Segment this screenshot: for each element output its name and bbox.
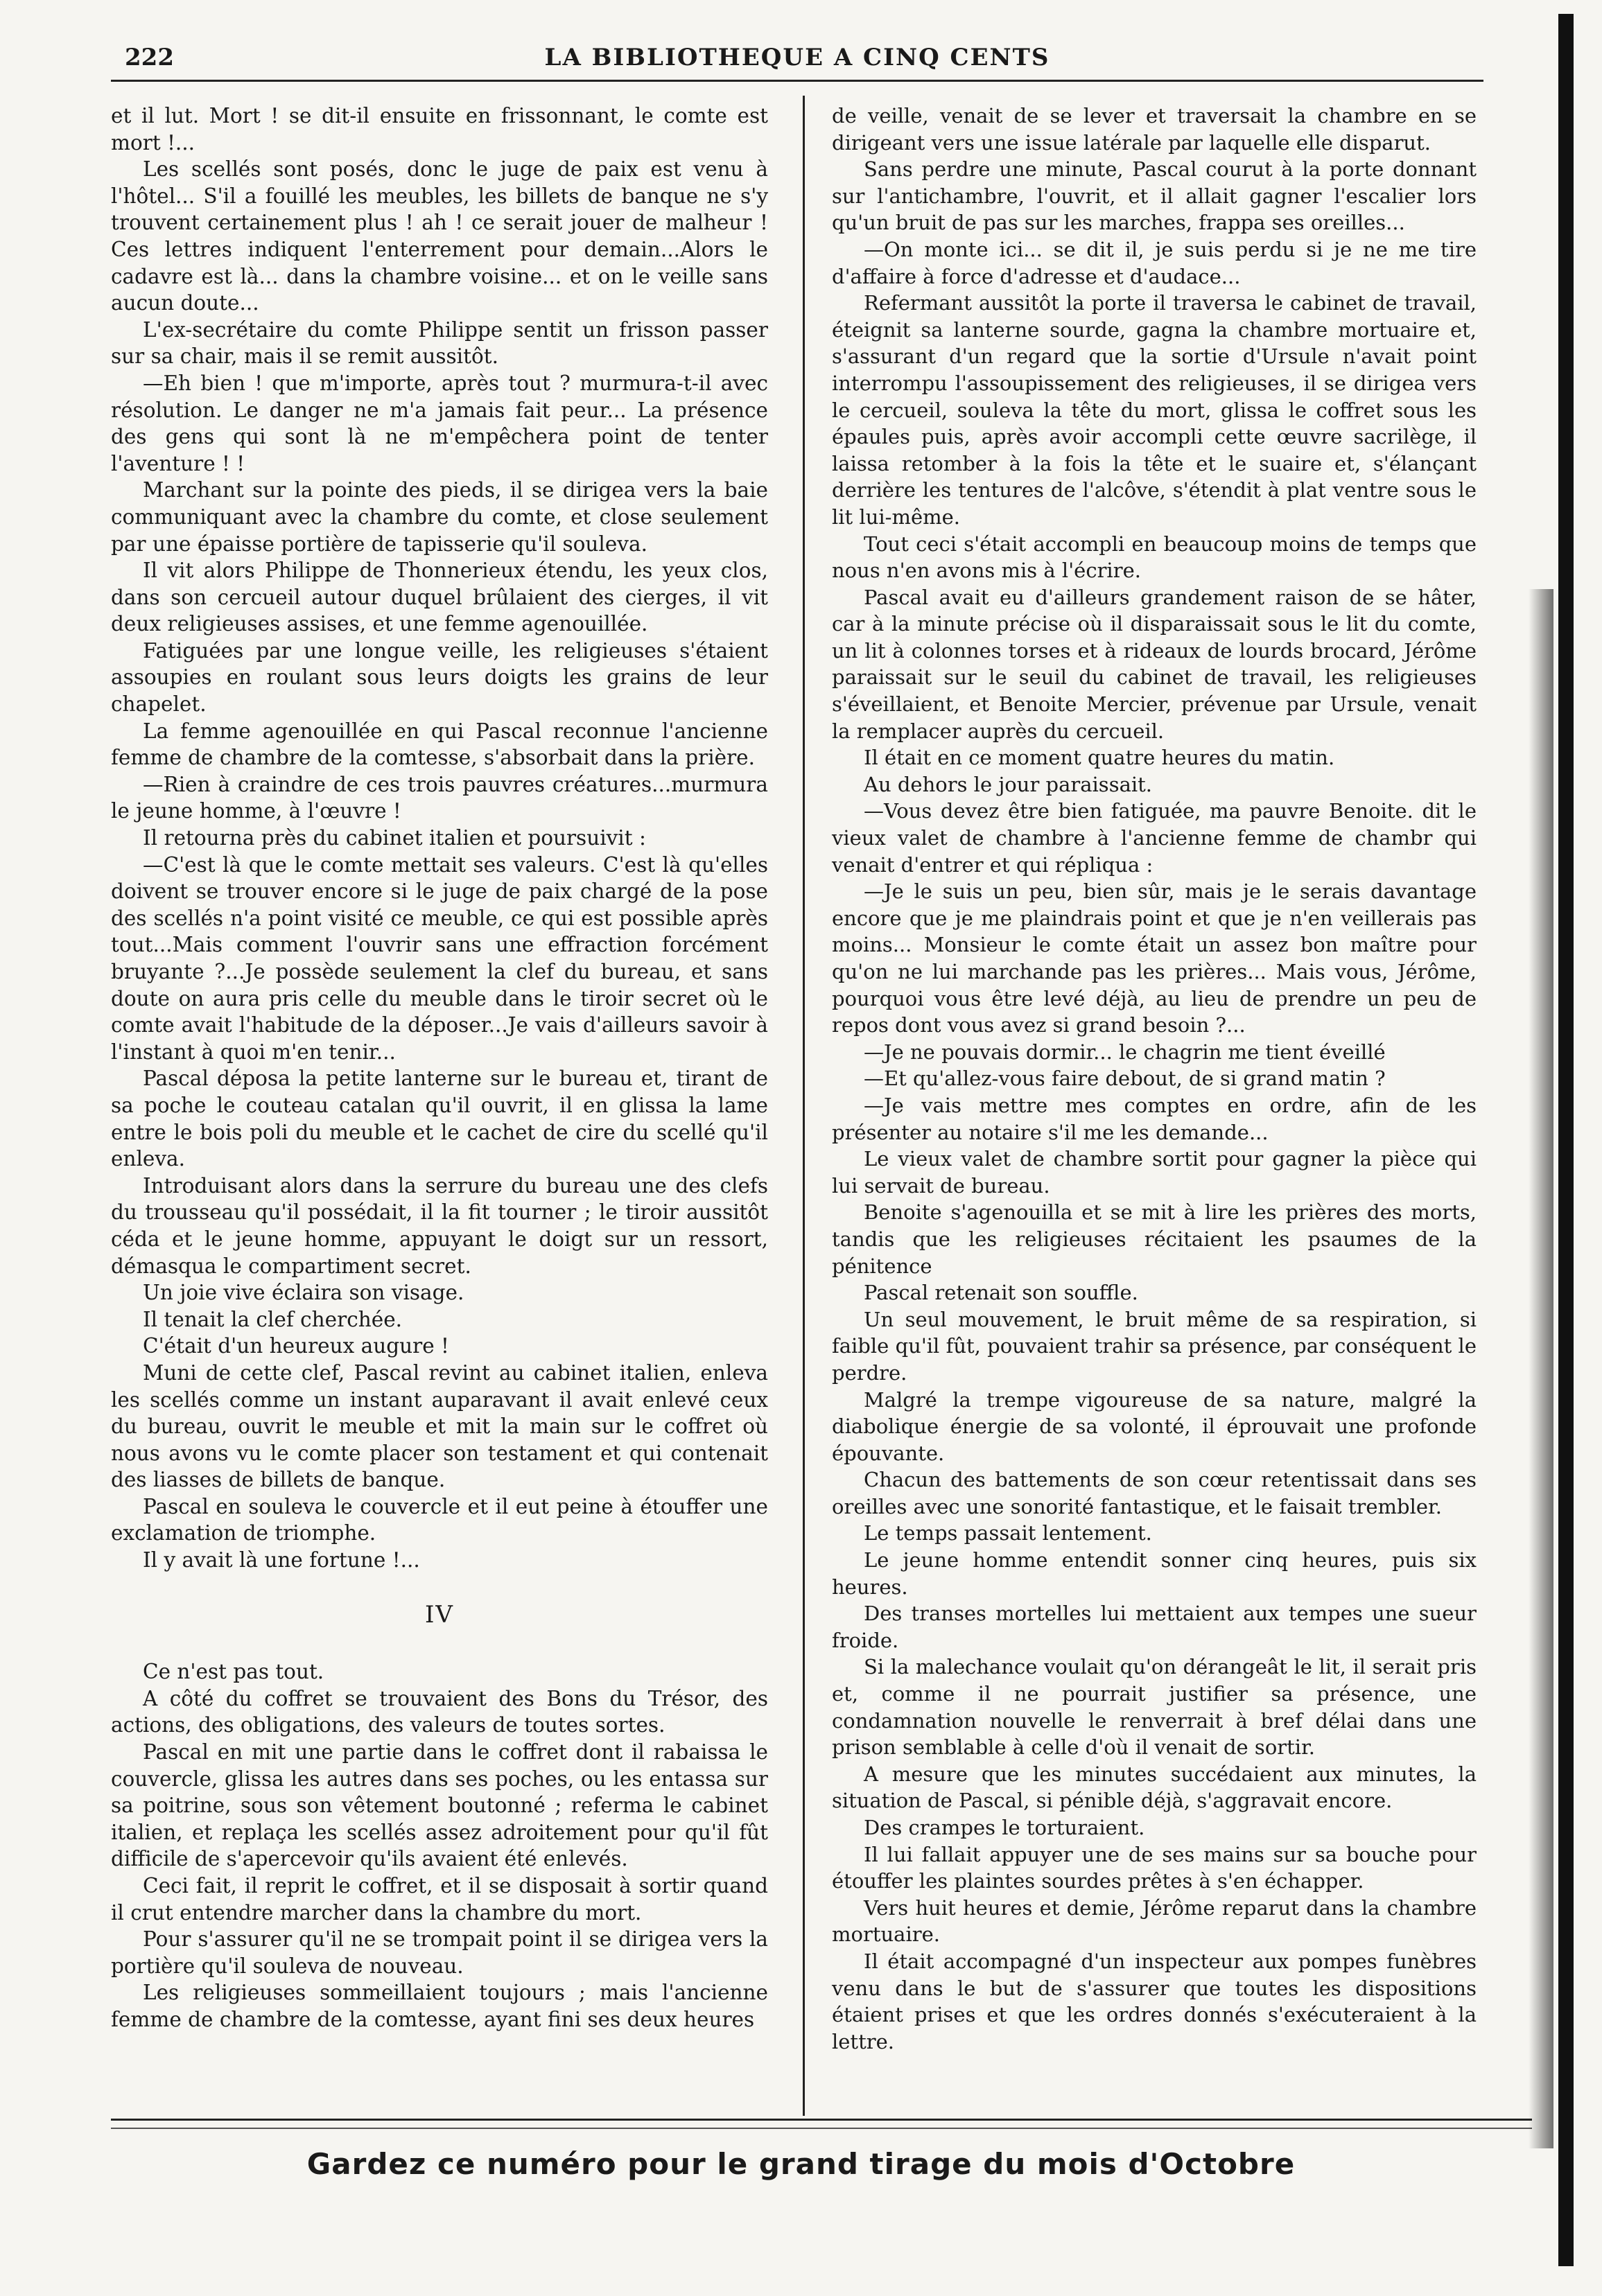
paragraph: La femme agenouillée en qui Pascal reconnue l'ancienne femme de chambre de la comtesse, s'absorbait dans la prière.: [111, 719, 768, 770]
left-paragraphs-before: [111, 103, 768, 1574]
paragraph: Il vit alors Philippe de Thonnerieux étendu, les yeux clos, dans son cercueil autour duquel brûlaient des cierges, il vit deux religieuses assises, et une femme agenouillée.: [111, 559, 768, 636]
paragraph: Benoite s'agenouilla et se mit à lire les prières des morts, tandis que les religieuses récitaient les psaumes de la pénitence: [832, 1200, 1477, 1278]
paragraph: —Vous devez être bien fatiguée, ma pauvre Benoite. dit le vieux valet de chambre à l'ancienne femme de chambr qui venait d'entrer et qui répliqua :: [832, 799, 1477, 877]
paragraph: L'ex-secrétaire du comte Philippe sentit un frisson passer sur sa chair, mais il se remit aussitôt.: [111, 317, 768, 369]
paragraph: Un joie vive éclaira son visage.: [143, 1281, 464, 1305]
paragraph: Le vieux valet de chambre sortit pour gagner la pièce qui lui servait de bureau.: [832, 1147, 1477, 1198]
paragraph: Il y avait là une fortune !...: [143, 1548, 420, 1572]
running-title: LA BIBLIOTHEQUE A CINQ CENTS: [544, 44, 1050, 71]
paragraph: Pascal en mit une partie dans le coffret dont il rabaissa le couvercle, glissa les autres dans ses poches, ou les entassa sur sa poitrine, sous son vêtement boutonné ; referma le cabinet italien, et replaça les scellés assez adroitement pour qu'il fût difficile de s'apercevoir qu'ils avaient été enlevés.: [111, 1740, 768, 1871]
paragraph: Un seul mouvement, le bruit même de sa respiration, si faible qu'il fût, pouvaient trahir sa présence, par conséquent le perdre.: [832, 1307, 1477, 1385]
paragraph: Refermant aussitôt la porte il traversa le cabinet de travail, éteignit sa lanterne sourde, gagna la chambre mortuaire et, s'assurant d'un regard que la sortie d'Ursule n'avait point interrompu l'assoupissement des religieuses, il se dirigea vers le cercueil, souleva la tête du mort, glissa le coffret sous les épaules puis, après avoir accompli cette œuvre sacrilège, il laissa retomber à la fois la tête et le suaire et, s'élançant derrière les tentures de l'alcôve, s'étendit à plat ventre sous le lit lui-même.: [832, 291, 1477, 529]
paragraph: Des crampes le torturaient.: [864, 1816, 1145, 1839]
paragraph: Les scellés sont posés, donc le juge de paix est venu à l'hôtel... S'il a fouillé les meubles, les billets de banque ne s'y trouvent certainement plus ! ah ! ce serait jouer de malheur ! Ces lettres indiquent l'enterrement pour demain...Alors le cadavre est là... dans la chambre voisine... et on le veille sans aucun doute...: [111, 157, 768, 315]
left-paragraphs-after: [111, 1658, 768, 2033]
paragraph: Muni de cette clef, Pascal revint au cabinet italien, enleva les scellés comme un instant auparavant il avait enlevé ceux du bureau, ouvrit le meuble et mit la main sur le coffret où nous avons vu le comte placer son testament et qui contenait des liasses de billets de banque.: [111, 1360, 768, 1492]
paragraph: Si la malechance voulait qu'on dérangeât le lit, il serait pris et, comme il ne pourrait justifier sa présence, une condamnation nouvelle le renverrait à bref délai dans une prison semblable à celle d'où il venait de sortir.: [832, 1655, 1477, 1760]
paragraph: Sans perdre une minute, Pascal courut à la porte donnant sur l'antichambre, l'ouvrit, et il allait gagner l'escalier lors qu'un bruit de pas sur les marches, frappa ses oreilles...: [832, 157, 1477, 235]
paragraph: —Eh bien ! que m'importe, après tout ? murmura-t-il avec résolution. Le danger ne m'a jamais fait peur... La présence des gens qui sont là ne m'empêchera point de tenter l'aventure ! !: [111, 371, 768, 475]
paragraph: Pascal avait eu d'ailleurs grandement raison de se hâter, car à la minute précise où il disparaissait sous le lit du comte, un lit à colonnes torses et à rideaux de lourds brocard, Jérôme paraissait sur le seuil du cabinet de travail, les religieuses s'éveillaient, et Benoite Mercier, prévenue par Ursule, venait la remplacer auprès du cercueil.: [832, 585, 1477, 743]
paragraph: A côté du coffret se trouvaient des Bons du Trésor, des actions, des obligations, des valeurs de toutes sortes.: [111, 1686, 768, 1737]
paragraph: de veille, venait de se lever et traversait la chambre en se dirigeant vers une issue latérale par laquelle elle disparut.: [832, 104, 1477, 155]
paragraph: —On monte ici... se dit il, je suis perdu si je ne me tire d'affaire à force d'adresse et d'audace...: [832, 237, 1477, 288]
paragraph: Le temps passait lentement.: [864, 1521, 1152, 1545]
left-column: [111, 103, 768, 2033]
text-columns: [111, 103, 1483, 2112]
paragraph: Pascal retenait son souffle.: [864, 1281, 1138, 1305]
paragraph: Il lui fallait appuyer une de ses mains sur sa bouche pour étouffer les plaintes sourdes prêtes à s'en échapper.: [832, 1842, 1477, 1893]
paragraph: Les religieuses sommeillaient toujours ; mais l'ancienne femme de chambre de la comtesse, ayant fini ses deux heures: [111, 1981, 768, 2031]
paragraph: Chacun des battements de son cœur retentissait dans ses oreilles avec une sonorité fantastique, et le faisait trembler.: [832, 1468, 1477, 1518]
paragraph: Pascal déposa la petite lanterne sur le bureau et, tirant de sa poche le couteau catalan qu'il ouvrit, il en glissa la lame entre le bois poli du meuble et le cachet de cire du scellé qu'il enleva.: [111, 1067, 768, 1171]
footer-rule: [111, 2119, 1532, 2121]
footer-rule-thin: [111, 2128, 1532, 2129]
page-header: [111, 38, 1483, 82]
column-divider: [803, 96, 805, 2116]
paragraph: Au dehors le jour paraissait.: [864, 772, 1153, 796]
paragraph: Ceci fait, il reprit le coffret, et il se disposait à sortir quand il crut entendre marcher dans la chambre du mort.: [111, 1874, 768, 1925]
paragraph: Le jeune homme entendit sonner cinq heures, puis six heures.: [832, 1548, 1477, 1599]
paragraph: Des transes mortelles lui mettaient aux tempes une sueur froide.: [832, 1602, 1477, 1652]
paragraph: —Je vais mettre mes comptes en ordre, afin de les présenter au notaire s'il me les demande...: [832, 1093, 1477, 1144]
binding-shadow: [1529, 589, 1553, 2148]
footer-notice: Gardez ce numéro pour le grand tirage du mois d'Octobre: [306, 2147, 1296, 2181]
paragraph: Ce n'est pas tout.: [143, 1660, 324, 1684]
paragraph: Malgré la trempe vigoureuse de sa nature, malgré la diabolique énergie de sa volonté, il éprouvait une profonde épouvante.: [832, 1387, 1477, 1465]
paragraph: Pour s'assurer qu'il ne se trompait point il se dirigea vers la portière qu'il souleva de nouveau.: [111, 1927, 768, 1978]
paragraph: Il tenait la clef cherchée.: [143, 1307, 403, 1331]
right-column: [832, 103, 1477, 2055]
paragraph: Pascal en souleva le couvercle et il eut peine à étouffer une exclamation de triomphe.: [111, 1494, 768, 1545]
section-heading: IV: [425, 1600, 454, 1629]
binding-edge: [1558, 14, 1574, 2266]
paragraph: Il retourna près du cabinet italien et poursuivit :: [143, 826, 646, 850]
paragraph: Il était accompagné d'un inspecteur aux pompes funèbres venu dans le but de s'assurer que toutes les dispositions étaient prises et que les ordres donnés s'exécuteraient à la lettre.: [832, 1949, 1477, 2053]
paragraph: —Rien à craindre de ces trois pauvres créatures...murmura le jeune homme, à l'œuvre !: [111, 772, 768, 823]
paragraph: C'était d'un heureux augure !: [143, 1334, 449, 1358]
paragraph: Vers huit heures et demie, Jérôme reparut dans la chambre mortuaire.: [832, 1895, 1477, 1947]
paragraph: —Je ne pouvais dormir... le chagrin me tient éveillé: [864, 1040, 1386, 1064]
paragraph: —Et qu'allez-vous faire debout, de si grand matin ?: [864, 1067, 1386, 1091]
paragraph: —Je le suis un peu, bien sûr, mais je le serais davantage encore que je me plaindrais point et que je n'en veillerais pas moins... Monsieur le comte était un assez bon maître pour qu'on ne lui marchande pas les prières... Mais vous, Jérôme, pourquoi vous être levé déjà, au lieu de prendre un peu de repos dont vous avez si grand besoin ?...: [832, 879, 1477, 1037]
page-number: 222: [125, 44, 174, 71]
paragraph: Tout ceci s'était accompli en beaucoup moins de temps que nous n'en avons mis à l'écrire.: [832, 532, 1477, 583]
paragraph: Introduisant alors dans la serrure du bureau une des clefs du trousseau qu'il possédait, il la fit tourner ; le tiroir aussitôt céda et le jeune homme, appuyant le doigt sur un ressort, démasqua le compartiment secret.: [111, 1173, 768, 1278]
paragraph: Fatiguées par une longue veille, les religieuses s'étaient assoupies en roulant sous leurs doigts les grains de leur chapelet.: [111, 638, 768, 717]
paragraph: Il était en ce moment quatre heures du matin.: [864, 746, 1335, 770]
paragraph: —C'est là que le comte mettait ses valeurs. C'est là qu'elles doivent se trouver encore si le juge de paix chargé de la pose des scellés n'a point visité ce meuble, ce qui est possible après tout...Mais comment l'ouvrir sans une effraction forcément bruyante ?...Je possède seulement la clef du bureau, et sans doute on aura pris celle du meuble dans le tiroir secret où le comte avait l'habitude de la déposer...Je vais d'ailleurs savoir à l'instant à quoi m'en tenir...: [111, 852, 768, 1064]
paragraph: A mesure que les minutes succédaient aux minutes, la situation de Pascal, si pénible déjà, s'aggravait encore.: [832, 1762, 1477, 1813]
right-paragraphs: [832, 103, 1477, 2055]
paragraph: Marchant sur la pointe des pieds, il se dirigea vers la baie communiquant avec la chambre du comte, et close seulement par une épaisse portière de tapisserie qu'il souleva.: [111, 478, 768, 556]
paragraph: et il lut. Mort ! se dit-il ensuite en frissonnant, le comte est mort !...: [111, 104, 768, 155]
